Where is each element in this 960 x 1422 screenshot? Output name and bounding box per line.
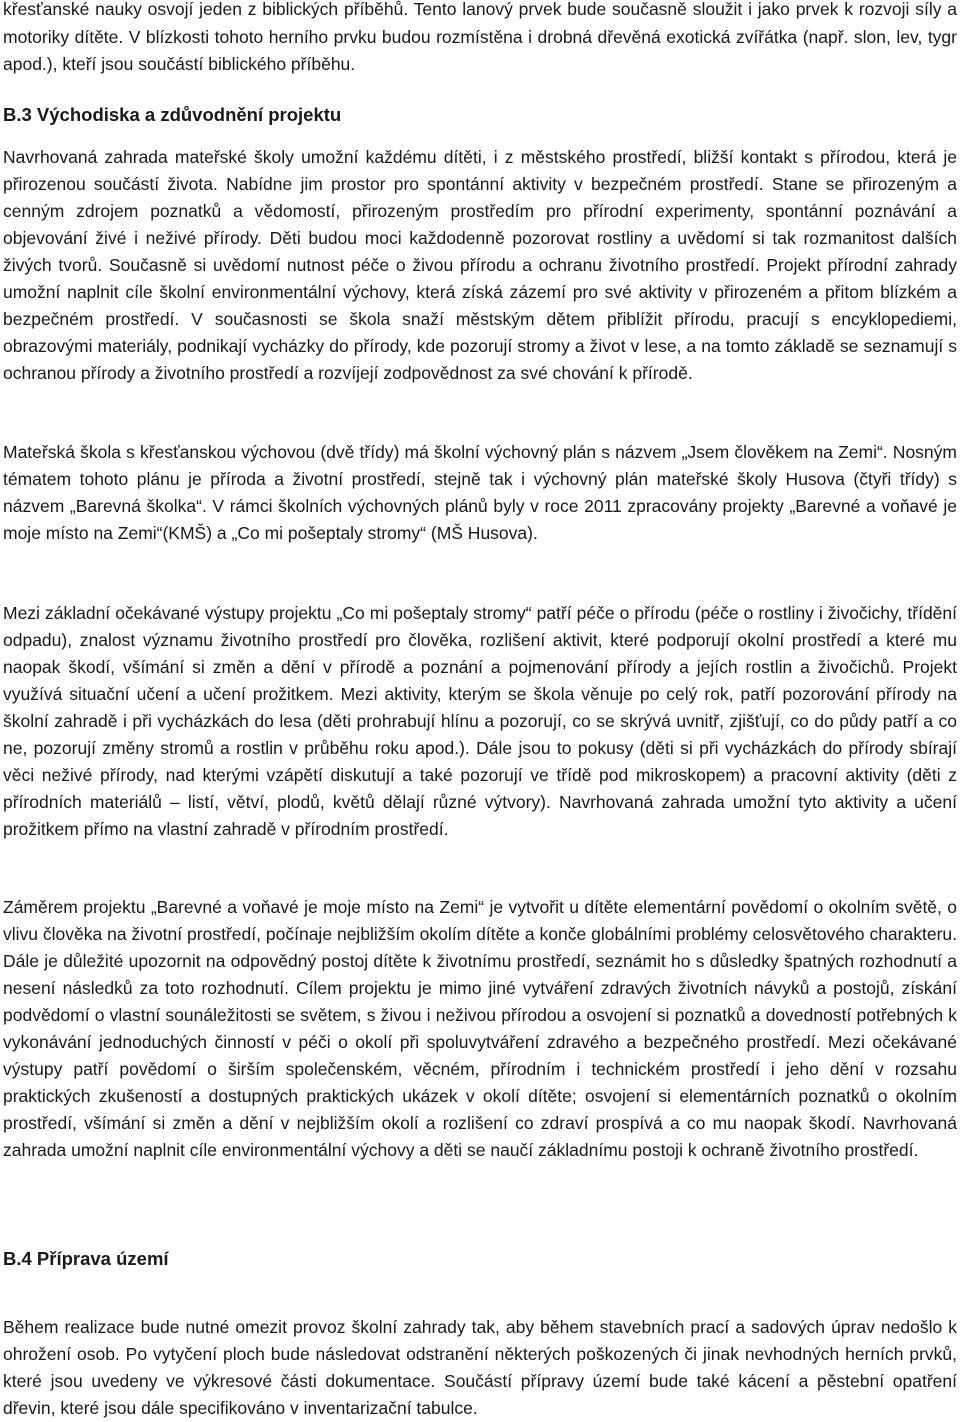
section-heading-b4: B.4 Příprava území [3, 1248, 169, 1269]
paragraph-b3-4: Záměrem projektu „Barevné a voňavé je moje místo na Zemi“ je vytvořit u dítěte elementární povědomí o okolním světě, o vlivu člověka na životní prostředí, počínaje nejbližším okolím dítěte a konče globálními problémy celosvětového charakteru. Dále je důležité upozornit na odpovědný postoj dítěte k životnímu prostředí, seznámit ho s důsledky špatných rozhodnutí a nesení následků za toto rozhodnutí. Cílem projektu je mimo jiné vytváření zdravých životních návyků a postojů, získání podvědomí o vlastní sounáležitosti se světem, s živou i neživou přírodou a osvojení si poznatků a dovedností potřebných k vykonávání jednoduchých činností v péči o okolí při spoluvytváření zdravého a bezpečného prostředí. Mezi očekávané výstupy patří povědomí o širším společenském, věcném, přírodním i technickém prostředí i jeho dění v rozsahu praktických zkušeností a dostupných praktických ukázek v okolí dítěte; osvojení si elementárních poznatků o okolním prostředí, všímání si změn a dění v nejbližším okolí a rozlišení co zdraví prospívá a co mu naopak škodí. Navrhovaná zahrada umožní naplnit cíle environmentální výchovy a děti se naučí základnímu postoji k ochraně životního prostředí. [3, 897, 957, 1160]
paragraph-b3-3: Mezi základní očekávané výstupy projektu „Co mi pošeptaly stromy“ patří péče o přírodu (péče o rostliny i živočichy, třídění odpadu), znalost významu životního prostředí pro člověka, rozlišení aktivit, které podporují okolní prostředí a které mu naopak škodí, všímání si změn a dění v přírodě a poznání a pojmenování přírody a jejích rostlin a živočichů. Projekt využívá situační učení a učení prožitkem. Mezi aktivity, kterým se škola věnuje po celý rok, patří pozorování přírody na školní zahradě i při vycházkách do lesa (děti prohrabují hlínu a pozorují, co se skrývá uvnitř, zjišťují, co do půdy patří a co ne, pozorují změny stromů a rostlin v průběhu roku apod.). Dále jsou to pokusy (děti si při vycházkách do přírody sbírají věci neživé přírody, nad kterými vzápětí diskutují a také pozorují ve třídě pod mikroskopem) a pracovní aktivity (děti z přírodních materiálů – listí, větví, plodů, květů dělají různé výtvory). Navrhovaná zahrada umožní tyto aktivity a učení prožitkem přímo na vlastní zahradě v přírodním prostředí. [3, 603, 957, 839]
intro-paragraph: křesťanské nauky osvojí jeden z biblických příběhů. Tento lanový prvek bude současně sloužit i jako prvek k rozvoji síly a motoriky dítěte. V blízkosti tohoto herního prvku budou rozmístěna i drobná dřevěná exotická zvířátka (např. slon, lev, tygr apod.), kteří jsou součástí biblického příběhu. [3, 0, 957, 74]
paragraph-b3-2: Mateřská škola s křesťanskou výchovou (dvě třídy) má školní výchovný plán s názvem „Jsem člověkem na Zemi“. Nosným tématem tohoto plánu je příroda a životní prostředí, stejně tak i výchovný plán mateřské školy Husova (čtyři třídy) s názvem „Barevná školka“. V rámci školních výchovných plánů byly v roce 2011 zpracovány projekty „Barevné a voňavé je moje místo na Zemi“(KMŠ) a „Co mi pošeptaly stromy“ (MŠ Husova). [3, 442, 957, 543]
section-heading-b3: B.3 Východiska a zdůvodnění projektu [3, 104, 342, 125]
paragraph-b3-1: Navrhovaná zahrada mateřské školy umožní každému dítěti, i z městského prostředí, bližší kontakt s přírodou, která je přirozenou součástí života. Nabídne jim prostor pro spontánní aktivity v bezpečném prostředí. Stane se přirozeným a cenným zdrojem poznatků a vědomostí, přirozeným prostředím pro přírodní experimenty, spontánní poznávání a objevování živé i neživé přírody. Děti budou moci každodenně pozorovat rostliny a uvědomí si tak rozmanitost dalších živých tvorů. Současně si uvědomí nutnost péče o živou přírodu a ochranu životního prostředí. Projekt přírodní zahrady umožní naplnit cíle školní environmentální výchovy, která získá zázemí pro své aktivity v přirozeném a přitom blízkém a bezpečném prostředí. V současnosti se škola snaží městským dětem přiblížit přírodu, pracují s encyklopediemi, obrazovými materiály, podnikají vycházky do přírody, kde pozorují stromy a život v lese, a na tomto základě se seznamují s ochranou přírody a životního prostředí a rozvíjejí zodpovědnost za své chování k přírodě. [3, 147, 957, 383]
paragraph-b4-1: Během realizace bude nutné omezit provoz školní zahrady tak, aby během stavebních prací a sadových úprav nedošlo k ohrožení osob. Po vytyčení ploch bude následovat odstranění některých poškozených či jinak nevhodných herních prvků, které jsou uvedeny ve výkresové části dokumentace. Součástí přípravy území bude také kácení a pěstební opatření dřevin, které jsou dále specifikováno v inventarizační tabulce. [3, 1317, 957, 1418]
